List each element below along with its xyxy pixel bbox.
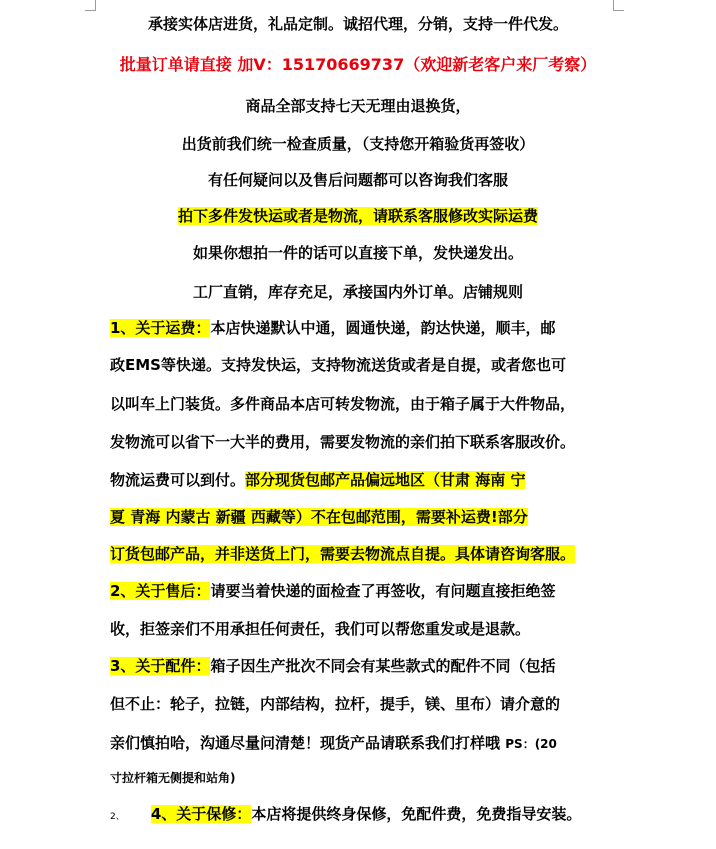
rule-shipping-text-5b: 部分现货包邮产品偏远地区（甘肃 海南 宁 bbox=[245, 471, 526, 489]
rule-aftersales-line-1 bbox=[110, 580, 710, 602]
rule-accessories-text-3: 亲们慎拍哈，沟通尽量问清楚！现货产品请联系我们打样哦 bbox=[110, 734, 501, 752]
header-line-4 bbox=[0, 133, 716, 155]
rule-shipping-line-4 bbox=[110, 431, 710, 453]
header-line-5 bbox=[0, 169, 716, 191]
rule-shipping-text-7: 订货包邮产品，并非送货上门，需要去物流点自提。具体请咨询客服。 bbox=[110, 545, 576, 563]
rule-shipping-text-6: 夏 青海 内蒙古 新疆 西藏等）不在包邮范围，需要补运费!部分 bbox=[110, 508, 528, 526]
margin-corner-mark-left bbox=[85, 0, 96, 11]
rule-warranty-list-marker: 2、 bbox=[110, 812, 125, 822]
rule-warranty-line-1 bbox=[110, 803, 710, 828]
rule-shipping-heading: 1、关于运费： bbox=[110, 319, 211, 337]
rule-aftersales-text-1: 请要当着快递的面检查了再签收，有问题直接拒绝签 bbox=[210, 582, 556, 600]
rule-shipping-line-2 bbox=[110, 354, 710, 376]
header-line-8-text: 工厂直销，库存充足，承接国内外订单。店铺规则 bbox=[192, 283, 523, 301]
rule-accessories-text-1: 箱子因生产批次不同会有某些款式的配件不同（包括 bbox=[210, 657, 556, 675]
header-line-1 bbox=[0, 13, 716, 35]
rule-aftersales-text-2: 收，拒签亲们不用承担任何责任，我们可以帮您重发或是退款。 bbox=[110, 620, 531, 638]
header-line-2-text: 批量订单请直接 加V：15170669737（欢迎新老客户来厂考察） bbox=[119, 55, 597, 74]
rule-shipping-line-3 bbox=[110, 393, 710, 415]
header-line-3-text: 商品全部支持七天无理由退换货， bbox=[245, 97, 471, 115]
rule-accessories-text-2: 但不止：轮子，拉链，内部结构，拉杆，提手，镁、里布）请介意的 bbox=[110, 695, 561, 713]
rule-accessories-line-1 bbox=[110, 655, 710, 677]
margin-corner-mark-right bbox=[613, 0, 624, 11]
rule-shipping-line-7 bbox=[110, 543, 710, 565]
rule-warranty-heading: 4、关于保修： bbox=[150, 805, 252, 823]
rule-accessories-line-2 bbox=[110, 693, 710, 715]
rule-accessories-line-3 bbox=[110, 732, 710, 755]
header-line-1-text: 承接实体店进货，礼品定制。诚招代理，分销，支持一件代发。 bbox=[147, 15, 568, 33]
header-line-7 bbox=[0, 242, 716, 264]
rule-aftersales-heading: 2、关于售后： bbox=[110, 582, 211, 600]
rule-accessories-text-4: 寸拉杆箱无侧提和站角) bbox=[110, 771, 236, 785]
header-line-2 bbox=[0, 54, 716, 76]
header-line-7-text: 如果你想拍一件的话可以直接下单，发快递发出。 bbox=[192, 244, 523, 262]
rule-accessories-line-4 bbox=[110, 767, 710, 789]
rule-shipping-text-1: 本店快递默认中通，圆通快递，韵达快递，顺丰，邮 bbox=[210, 319, 556, 337]
rule-shipping-line-1 bbox=[110, 317, 710, 339]
rule-aftersales-line-2 bbox=[110, 618, 710, 640]
header-line-4-text: 出货前我们统一检查质量，（支持您开箱验货再签收） bbox=[181, 135, 535, 153]
rule-shipping-text-2: 政EMS等快递。支持发快运，支持物流送货或者是自提，或者您也可 bbox=[110, 356, 566, 374]
rule-shipping-text-5a: 物流运费可以到付。 bbox=[110, 471, 246, 489]
rule-shipping-text-3: 以叫车上门装货。多件商品本店可转发物流，由于箱子属于大件物品， bbox=[110, 395, 576, 413]
rule-shipping-line-5 bbox=[110, 469, 710, 491]
rule-warranty-text-1: 本店将提供终身保修，免配件费，免费指导安装。 bbox=[251, 805, 582, 823]
header-line-8 bbox=[0, 281, 716, 303]
rule-accessories-ps: PS：(20 bbox=[505, 737, 557, 751]
header-line-3 bbox=[0, 95, 716, 117]
header-line-6 bbox=[0, 205, 716, 227]
header-line-5-text: 有任何疑问以及售后问题都可以咨询我们客服 bbox=[207, 171, 508, 189]
rule-shipping-line-6 bbox=[110, 506, 710, 528]
rule-shipping-text-4: 发物流可以省下一大半的费用，需要发物流的亲们拍下联系客服改价。 bbox=[110, 433, 576, 451]
rule-accessories-heading: 3、关于配件： bbox=[110, 657, 211, 675]
header-line-6-text: 拍下多件发快运或者是物流，请联系客服修改实际运费 bbox=[177, 207, 538, 225]
